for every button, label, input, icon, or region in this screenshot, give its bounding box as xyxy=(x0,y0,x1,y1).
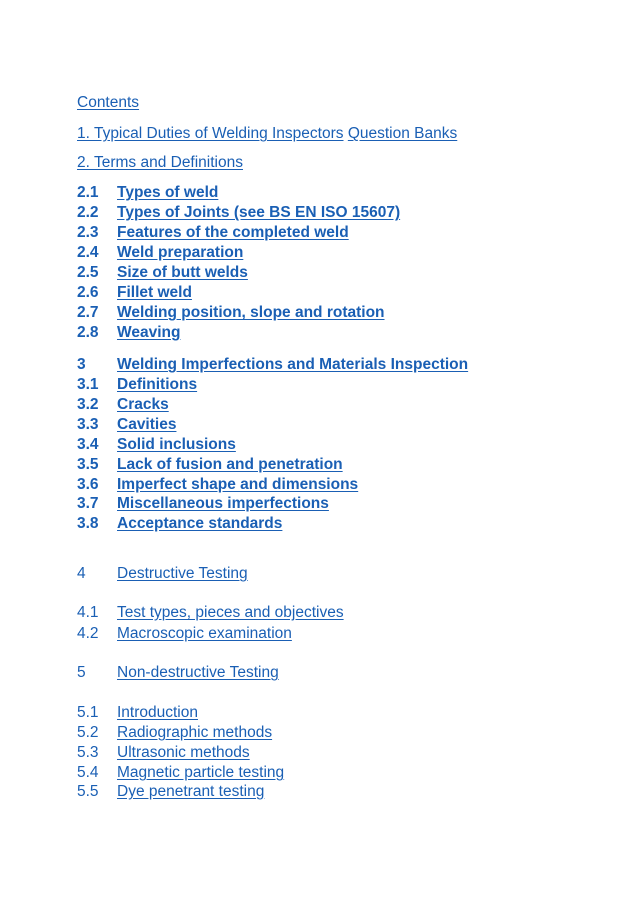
toc-title: Definitions xyxy=(117,376,198,393)
toc-link-3[interactable] xyxy=(77,355,468,375)
toc-num: 3.7 xyxy=(77,495,99,512)
toc-num: 5 xyxy=(77,664,86,681)
toc-title: Types of Joints (see BS EN ISO 15607) xyxy=(117,204,401,221)
toc-title: Solid inclusions xyxy=(117,436,236,453)
toc-num: 2.5 xyxy=(77,264,99,281)
toc-title: Dye penetrant testing xyxy=(117,783,265,800)
toc-num: 5.3 xyxy=(77,744,99,761)
toc-title: Fillet weld xyxy=(117,284,192,301)
toc-title: Features of the completed weld xyxy=(117,224,349,241)
toc-num: 3.1 xyxy=(77,376,99,393)
toc-num: 2.2 xyxy=(77,204,99,221)
toc-title: Weaving xyxy=(117,324,181,341)
toc-title: Cavities xyxy=(117,416,177,433)
toc-link-2-7[interactable] xyxy=(77,303,385,323)
toc-title: Magnetic particle testing xyxy=(117,764,285,781)
toc-num: 5.4 xyxy=(77,764,99,781)
toc-num: 4.2 xyxy=(77,625,99,642)
toc-num: 2.6 xyxy=(77,284,99,301)
toc-link-4-2[interactable] xyxy=(77,624,292,644)
toc-num: 5.1 xyxy=(77,704,99,721)
toc-num: 3.5 xyxy=(77,456,99,473)
toc-link-5-3[interactable] xyxy=(77,743,250,763)
toc-link-3-6[interactable] xyxy=(77,475,358,495)
toc-link-2-6[interactable] xyxy=(77,283,192,303)
toc-link-3-7[interactable] xyxy=(77,494,329,514)
toc-title: Miscellaneous imperfections xyxy=(117,495,329,512)
toc-title: Radiographic methods xyxy=(117,724,273,741)
toc-link-3-2[interactable] xyxy=(77,395,169,415)
toc-title: Lack of fusion and penetration xyxy=(117,456,343,473)
toc-title: Imperfect shape and dimensions xyxy=(117,476,359,493)
toc-link-2-5[interactable] xyxy=(77,263,248,283)
toc-title: Types of weld xyxy=(117,184,219,201)
toc-link-3-4[interactable] xyxy=(77,435,236,455)
toc-link-5[interactable] xyxy=(77,663,279,683)
toc-title: Macroscopic examination xyxy=(117,625,292,642)
toc-title: Introduction xyxy=(117,704,198,721)
toc-link-3-5[interactable] xyxy=(77,455,343,475)
toc-entry-1 xyxy=(77,124,457,144)
toc-link-5-5[interactable] xyxy=(77,782,264,802)
toc-link-2[interactable]: 2. Terms and Definitions xyxy=(77,154,243,171)
toc-link-2-3[interactable] xyxy=(77,223,349,243)
toc-link-2-4[interactable] xyxy=(77,243,243,263)
toc-num: 3.6 xyxy=(77,476,99,493)
contents-heading[interactable]: Contents xyxy=(77,94,140,111)
toc-title: Ultrasonic methods xyxy=(117,744,250,761)
toc-title: Acceptance standards xyxy=(117,515,283,532)
toc-link-2-1[interactable] xyxy=(77,183,218,203)
toc-title: Welding position, slope and rotation xyxy=(117,304,385,321)
toc-link-3-3[interactable] xyxy=(77,415,176,435)
toc-num: 2.4 xyxy=(77,244,99,261)
toc-title: Size of butt welds xyxy=(117,264,248,281)
toc-title: Weld preparation xyxy=(117,244,244,261)
toc-link-5-2[interactable] xyxy=(77,723,272,743)
toc-num: 2.8 xyxy=(77,324,99,341)
toc-title: Welding Imperfections and Materials Inspection xyxy=(117,356,469,373)
toc-title: Test types, pieces and objectives xyxy=(117,604,344,621)
toc-title: Cracks xyxy=(117,396,169,413)
toc-num: 3.2 xyxy=(77,396,99,413)
toc-num: 2.3 xyxy=(77,224,99,241)
toc-num: 4.1 xyxy=(77,604,99,621)
toc-link-2-8[interactable] xyxy=(77,323,180,343)
toc-title: Destructive Testing xyxy=(117,565,248,582)
toc-num: 3.8 xyxy=(77,515,99,532)
toc-link-3-8[interactable] xyxy=(77,514,282,534)
toc-title: Non-destructive Testing xyxy=(117,664,279,681)
toc-num: 2.1 xyxy=(77,184,99,201)
toc-link-5-1[interactable] xyxy=(77,703,198,723)
toc-num: 2.7 xyxy=(77,304,99,321)
toc-num: 4 xyxy=(77,565,86,582)
toc-link-4[interactable] xyxy=(77,564,248,584)
toc-link-2-2[interactable] xyxy=(77,203,400,223)
toc-num: 5.2 xyxy=(77,724,99,741)
toc-num: 5.5 xyxy=(77,783,99,800)
question-banks-link[interactable]: Question Banks xyxy=(347,125,458,142)
toc-num: 3.4 xyxy=(77,436,99,453)
toc-link-1[interactable]: 1. Typical Duties of Welding Inspectors xyxy=(77,125,344,142)
toc-num: 3.3 xyxy=(77,416,99,433)
toc-link-4-1[interactable] xyxy=(77,603,344,623)
toc-link-5-4[interactable] xyxy=(77,763,284,783)
toc-num: 3 xyxy=(77,356,86,373)
toc-link-3-1[interactable] xyxy=(77,375,197,395)
